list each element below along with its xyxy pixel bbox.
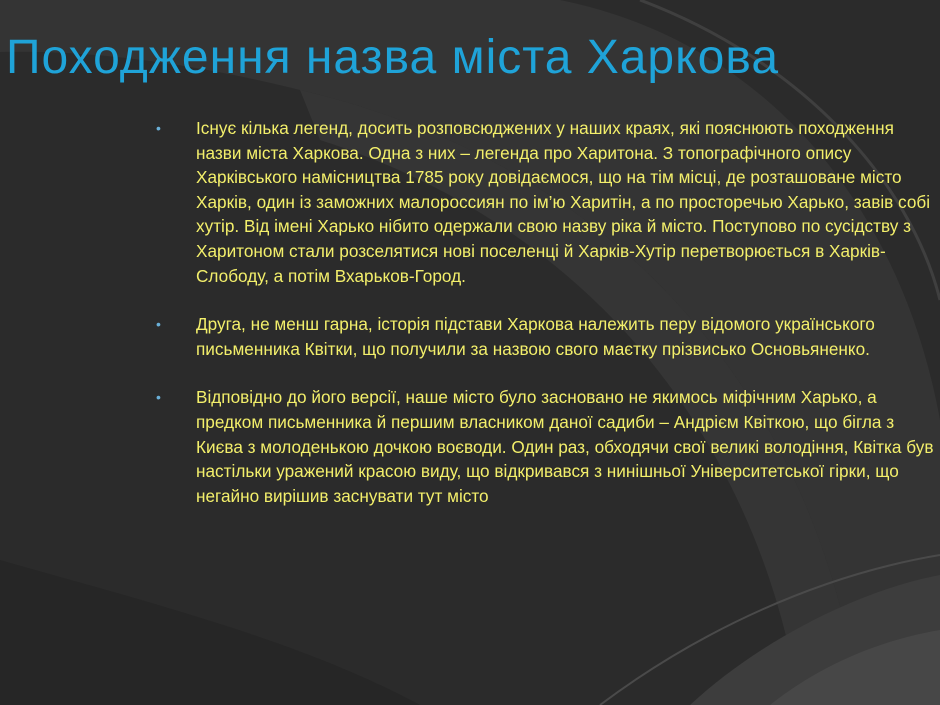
slide-title: Походження назва міста Харкова <box>6 31 780 84</box>
small-bullet-icon: • <box>156 389 161 406</box>
small-bullet-icon: • <box>156 316 161 333</box>
bullet-text: Друга, не менш гарна, історія підстави Харкова належить перу відомого українського письменника Квітки, що получили за назвою свого маєтку прізвисько Основьяненко. <box>196 314 875 359</box>
small-bullet-icon: • <box>156 120 161 136</box>
bullet-item <box>156 312 936 361</box>
bullet-item <box>156 116 936 288</box>
bullet-text: Існує кілька легенд, досить розповсюджених у наших краях, які пояснюють походження назви міста Харкова. Одна з них – легенда про Харитона. З топографічного опису Харківського намісництва 1785 року довідаємося, що на тім місці, де розташоване місто Харків, один із заможних малороссиян по ім’ю Харитін, а по просторечью Харько, завів собі хутір. Від імені Харько нібито одержали свою назву ріка й місто. Поступово по сусідству з Харитоном стали розселятися нові поселенці й Харків-Хутір перетворюється в Харків-Слободу, а потім Вхарьков-Город. <box>196 118 931 286</box>
bullet-list <box>156 116 936 508</box>
bullet-text: Відповідно до його версії, наше місто було засновано не якимось міфічним Харько, а предком письменника й першим власником даної садиби – Андрієм Квіткою, що бігла з Києва з молоденькою дочкою воєводи. Один раз, обходячи свої великі володіння, Квітка був настільки уражений красою виду, що відкривався з нинішньої Університетської гірки, що негайно вирішив заснувати тут місто <box>196 387 934 506</box>
bullet-item <box>156 385 936 508</box>
